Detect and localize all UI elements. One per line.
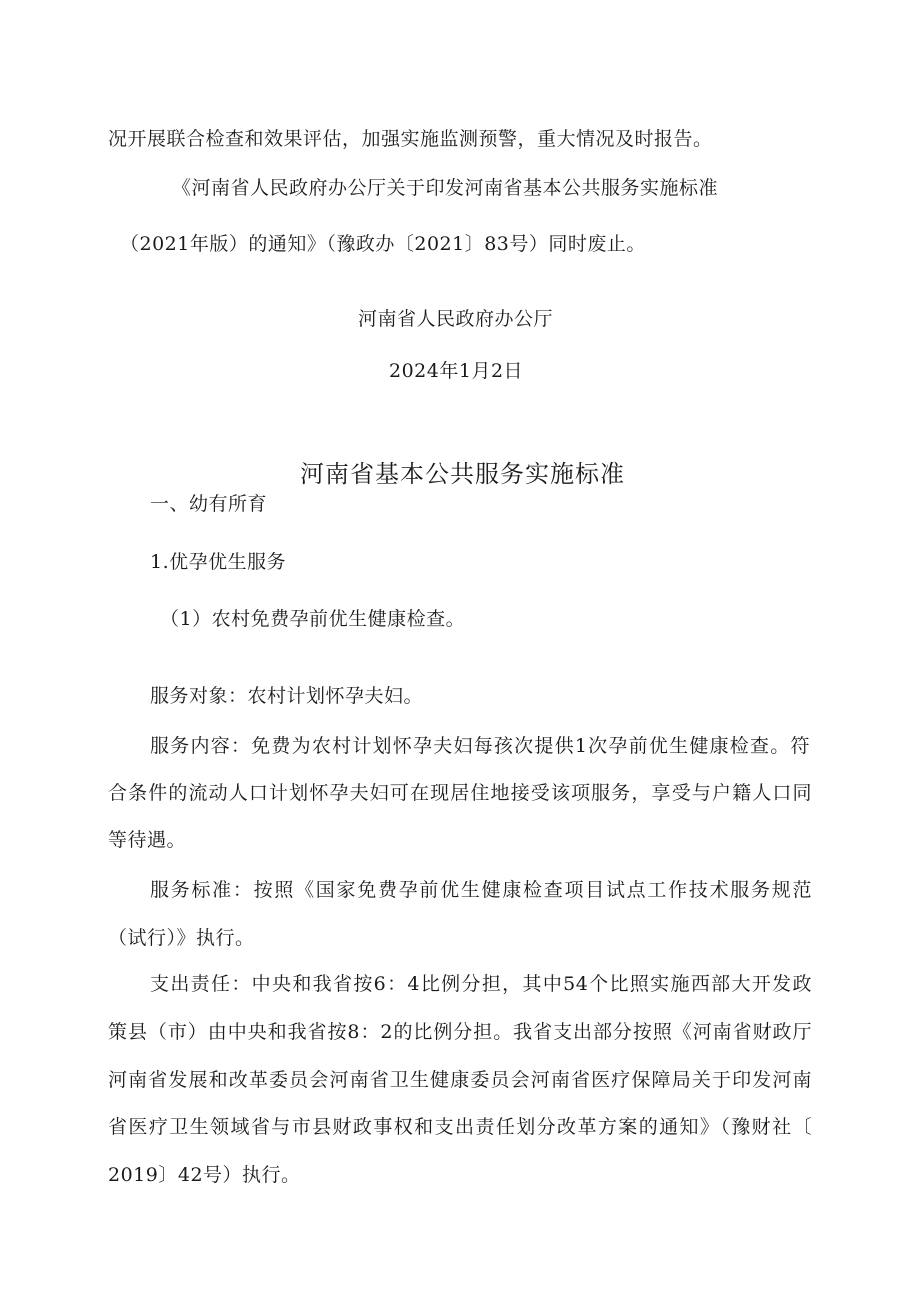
section-heading: 一、幼有所育	[150, 493, 268, 515]
subsection-heading: 1.优孕优生服务	[150, 551, 287, 573]
paragraph-line: （2021年版）的通知》（豫政办〔2021〕83号）同时废止。	[120, 233, 646, 255]
expenditure-line: 河南省发展和改革委员会河南省卫生健康委员会河南省医疗保障局关于印发河南	[108, 1069, 812, 1091]
paragraph-line: 况开展联合检查和效果评估，加强实施监测预警，重大情况及时报告。	[108, 128, 713, 150]
service-content-line: 等待遇。	[108, 829, 187, 851]
issuer-signature: 河南省人民政府办公厅	[358, 308, 554, 330]
paragraph-line: 《河南省人民政府办公厅关于印发河南省基本公共服务实施标准	[172, 177, 719, 199]
document-title: 河南省基本公共服务实施标准	[300, 460, 625, 488]
expenditure-line: 策县（市）由中央和我省按8：2的比例分担。我省支出部分按照《河南省财政厅	[108, 1021, 812, 1043]
service-object: 服务对象：农村计划怀孕夫妇。	[150, 685, 424, 707]
service-standard-line: （试行）》执行。	[108, 927, 255, 949]
item-heading: （1）农村免费孕前优生健康检查。	[160, 608, 466, 630]
expenditure-line: 2019〕42号）执行。	[108, 1164, 301, 1186]
service-standard-line: 服务标准：按照《国家免费孕前优生健康检查项目试点工作技术服务规范	[150, 879, 812, 901]
issue-date: 2024年1月2日	[389, 360, 524, 382]
service-content-line: 服务内容：免费为农村计划怀孕夫妇每孩次提供1次孕前优生健康检查。符	[150, 735, 810, 757]
expenditure-line: 支出责任：中央和我省按6：4比例分担，其中54个比照实施西部大开发政	[150, 973, 812, 995]
expenditure-line: 省医疗卫生领域省与市县财政事权和支出责任划分改革方案的通知》（豫财社〔	[108, 1116, 812, 1138]
service-content-line: 合条件的流动人口计划怀孕夫妇可在现居住地接受该项服务，享受与户籍人口同	[108, 782, 812, 804]
